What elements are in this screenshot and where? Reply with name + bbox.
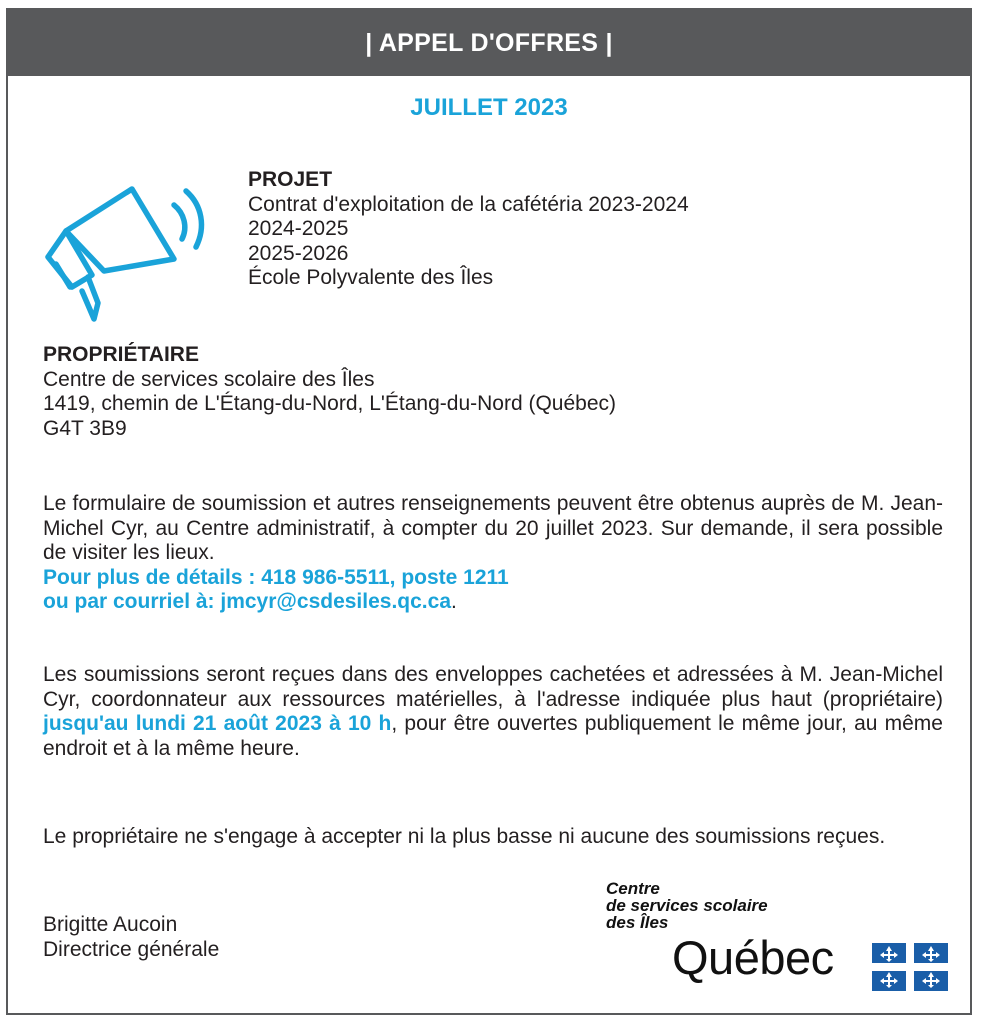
project-section <box>248 168 689 291</box>
email-period: . <box>451 590 457 613</box>
signature <box>43 913 219 962</box>
owner-label: PROPRIÉTAIRE <box>43 343 199 366</box>
logo-wordmark: Québec <box>672 931 834 984</box>
owner-line: Centre de services scolaire des Îles <box>43 367 375 391</box>
notice-month: JUILLET 2023 <box>410 94 568 121</box>
submissions-paragraph <box>43 663 943 761</box>
phone-contact: Pour plus de détails : 418 986-5511, poste 1211 <box>43 565 509 589</box>
project-line: École Polyvalente des Îles <box>248 266 494 289</box>
notice-title: | APPEL D'OFFRES | <box>365 29 613 57</box>
owner-line: G4T 3B9 <box>43 416 127 440</box>
owner-line: 1419, chemin de L'Étang-du-Nord, L'Étang-du-Nord (Québec) <box>43 392 617 415</box>
disclaimer-paragraph: Le propriétaire ne s'engage à accepter ni la plus basse ni aucune des soumissions reçues. <box>43 825 886 848</box>
logo-org-line: des Îles <box>606 913 669 932</box>
info-text: Le formulaire de soumission et autres renseignements peuvent être obtenus auprès de M. Jean-Michel Cyr, au Centre administratif, à compter du 20 juillet 2023. Sur demande, il sera possible de visiter les lieux. <box>43 492 943 564</box>
project-label: PROJET <box>248 168 333 191</box>
megaphone-icon <box>36 163 211 323</box>
notice-frame <box>6 8 972 1015</box>
logo-org-line: de services scolaire <box>606 896 768 915</box>
submissions-text: Les soumissions seront reçues dans des enveloppes cachetées et adressées à M. Jean-Michel Cyr, coordonnateur aux ressources matérielles, à l'adresse indiquée plus haut (propriétaire) <box>43 663 943 711</box>
submissions-text-end: , pour être ouvertes publiquement le même jour, au même endroit et à la même heure. <box>43 712 943 760</box>
deadline-text: jusqu'au lundi 21 août 2023 à 10 h <box>43 712 392 735</box>
logo-org-line: Centre <box>606 879 660 898</box>
quebec-flag-icon <box>872 943 948 991</box>
project-line: 2024-2025 <box>248 217 349 240</box>
email-contact[interactable]: ou par courriel à: jmcyr@csdesiles.qc.ca <box>43 590 451 613</box>
notice-header <box>8 10 970 76</box>
project-line: 2025-2026 <box>248 241 349 265</box>
signature-title: Directrice générale <box>43 937 220 961</box>
info-paragraph <box>43 492 943 615</box>
owner-section <box>43 343 616 441</box>
signature-name: Brigitte Aucoin <box>43 913 178 936</box>
quebec-logo <box>606 880 956 1005</box>
logo-org-name <box>606 880 768 931</box>
project-line: Contrat d'exploitation de la cafétéria 2023-2024 <box>248 192 689 216</box>
